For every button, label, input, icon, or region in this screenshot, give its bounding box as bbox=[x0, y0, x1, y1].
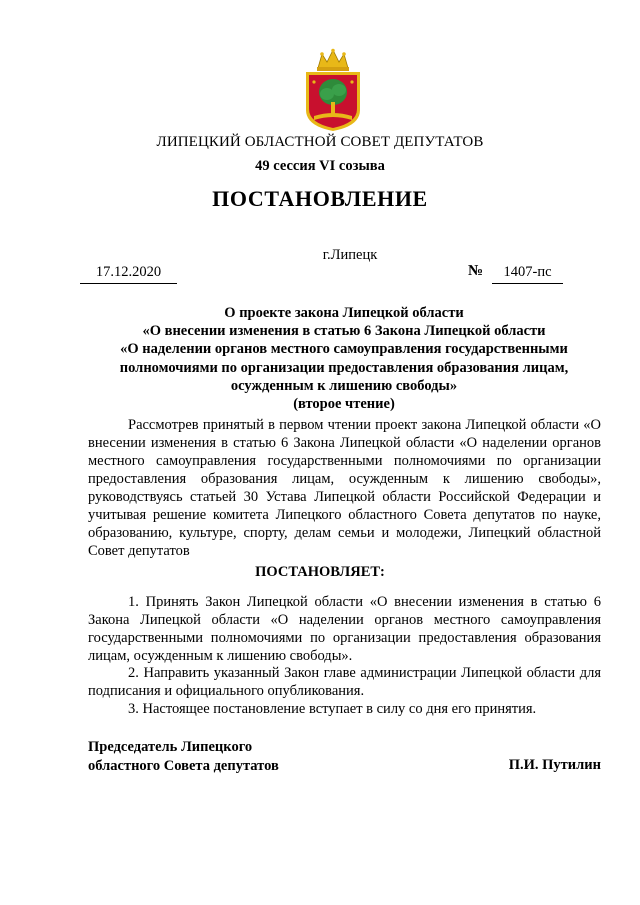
document-heading bbox=[84, 304, 604, 413]
signatory-title bbox=[88, 738, 279, 775]
coat-of-arms-icon bbox=[300, 48, 366, 132]
council-name: ЛИПЕЦКИЙ ОБЛАСТНОЙ СОВЕТ ДЕПУТАТОВ bbox=[156, 134, 484, 150]
resolves-heading: ПОСТАНОВЛЯЕТ: bbox=[255, 564, 385, 580]
heading-line: О проекте закона Липецкой области bbox=[224, 305, 464, 321]
intro-paragraph: Рассмотрев принятый в первом чтении проект закона Липецкой области «О внесении изменения в статью 6 Закона Липецкой области «О наделении органов местного самоуправления государственными полномочиями по организации предоставления образования лицам, осужденным к лишению свободы», руководствуясь статьей 30 Устава Липецкой области Российской Федерации и учитывая решение комитета Липецкого областного Совета депутатов по науке, образованию, культуре, спорту, делам семьи и молодежи, Липецкий областной Совет депутатов bbox=[88, 417, 601, 559]
heading-line: полномочиями по организации предоставления образования лицам, bbox=[119, 359, 569, 376]
heading-line: «О внесении изменения в статью 6 Закона Липецкой области bbox=[142, 323, 546, 340]
resolution-item-2: 2. Направить указанный Закон главе администрации Липецкой области для подписания и официального опубликования. bbox=[88, 665, 601, 699]
signatory-title-line: областного Совета депутатов bbox=[88, 757, 279, 774]
number-sign: № bbox=[468, 263, 484, 279]
signatory-title-line: Председатель Липецкого bbox=[88, 739, 253, 755]
heading-line: осужденным к лишению свободы» bbox=[230, 377, 458, 394]
document-date: 17.12.2020 bbox=[80, 264, 177, 284]
signatory-name: П.И. Путилин bbox=[508, 757, 601, 773]
city-label: г.Липецк bbox=[322, 247, 378, 263]
session-label: 49 сессия VI созыва bbox=[255, 158, 385, 174]
heading-line: (второе чтение) bbox=[293, 396, 395, 413]
resolution-item-3: 3. Настоящее постановление вступает в силу со дня его принятия. bbox=[128, 701, 537, 717]
resolution-item-1: 1. Принять Закон Липецкой области «О внесении изменения в статью 6 Закона Липецкой области «О наделении органов местного самоуправления государственными полномочиями по организации предоставления образования лицам, осужденным к лишению свободы». bbox=[88, 594, 601, 664]
heading-line: «О наделении органов местного самоуправления государственными bbox=[120, 341, 568, 358]
document-title: ПОСТАНОВЛЕНИЕ bbox=[212, 186, 428, 211]
document-number: 1407-пс bbox=[492, 264, 563, 284]
